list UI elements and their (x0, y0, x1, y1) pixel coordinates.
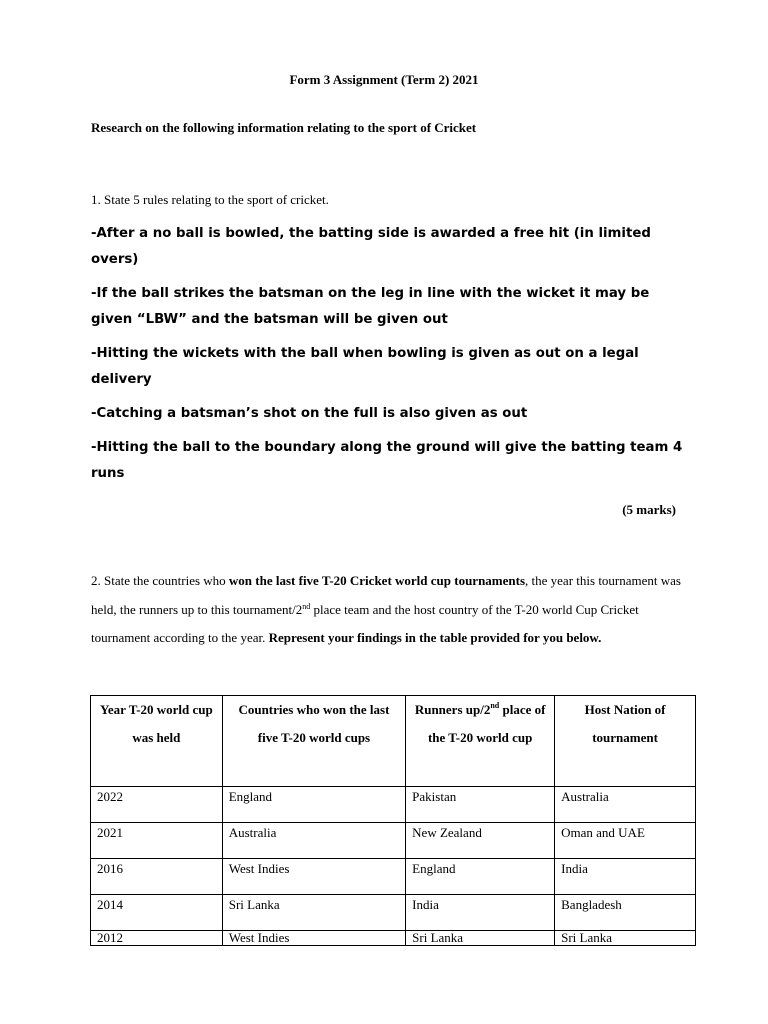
q2-text-1: 2. State the countries who (91, 573, 229, 588)
q2-text-3: place team and the host country of the T-20 world Cup Cricket tournament according to the year. (91, 601, 639, 645)
cell-year: 2014 (91, 895, 223, 931)
cell-runner-up: England (406, 859, 555, 895)
table-row (91, 823, 696, 859)
marks-label: (5 marks) (622, 502, 676, 517)
cell-host: Sri Lanka (555, 931, 696, 946)
answer-rule-3: -Hitting the wickets with the ball when bowling is given as out on a legal delivery (91, 346, 639, 387)
table-row (91, 931, 696, 946)
table-row (91, 787, 696, 823)
cell-runner-up: Pakistan (406, 787, 555, 823)
table-row (91, 895, 696, 931)
cell-host: India (555, 859, 696, 895)
document-title: Form 3 Assignment (Term 2) 2021 (289, 72, 479, 87)
q2-text-2: , the year this tournament was held, the runners up to this tournament/2 (91, 573, 681, 617)
cell-year: 2021 (91, 823, 223, 859)
q2-bold-2: Represent your findings in the table provided for you below. (268, 630, 602, 645)
intro-text: Research on the following information relating to the sport of Cricket (91, 120, 477, 135)
cell-winner: Sri Lanka (222, 895, 405, 931)
cell-runner-up: India (406, 895, 555, 931)
cell-winner: West Indies (222, 931, 405, 946)
cell-year: 2016 (91, 859, 223, 895)
cell-host: Bangladesh (555, 895, 696, 931)
answer-rule-4: -Catching a batsman’s shot on the full is also given as out (91, 406, 528, 421)
cell-winner: West Indies (222, 859, 405, 895)
cell-host: Australia (555, 787, 696, 823)
header-year: Year T-20 world cup was held (91, 696, 223, 787)
cell-host: Oman and UAE (555, 823, 696, 859)
question-1-prompt: 1. State 5 rules relating to the sport of cricket. (91, 192, 329, 207)
cell-year: 2012 (91, 931, 223, 946)
cell-winner: Australia (222, 823, 405, 859)
answer-rule-1: -After a no ball is bowled, the batting side is awarded a free hit (in limited overs) (91, 226, 651, 267)
world-cup-table (90, 695, 696, 946)
cell-runner-up: Sri Lanka (406, 931, 555, 946)
question-2-prompt (91, 567, 691, 653)
header-runners-up (406, 696, 555, 787)
header-runners-up-sup: nd (490, 701, 500, 710)
header-runners-up-post: place of the T-20 world cup (427, 702, 546, 745)
header-runners-up-pre: Runners up/2 (414, 702, 491, 717)
q2-bold-1: won the last five T-20 Cricket world cup tournaments (228, 573, 526, 588)
cell-runner-up: New Zealand (406, 823, 555, 859)
table-header-row (91, 696, 696, 787)
cell-winner: England (222, 787, 405, 823)
header-winners: Countries who won the last five T-20 world cups (222, 696, 405, 787)
table-row (91, 859, 696, 895)
header-host: Host Nation of tournament (555, 696, 696, 787)
answer-rule-5: -Hitting the ball to the boundary along the ground will give the batting team 4 runs (91, 440, 683, 481)
q2-superscript: nd (302, 601, 311, 611)
answer-rule-2: -If the ball strikes the batsman on the leg in line with the wicket it may be given “LBW” and the batsman will be given out (91, 286, 650, 327)
cell-year: 2022 (91, 787, 223, 823)
